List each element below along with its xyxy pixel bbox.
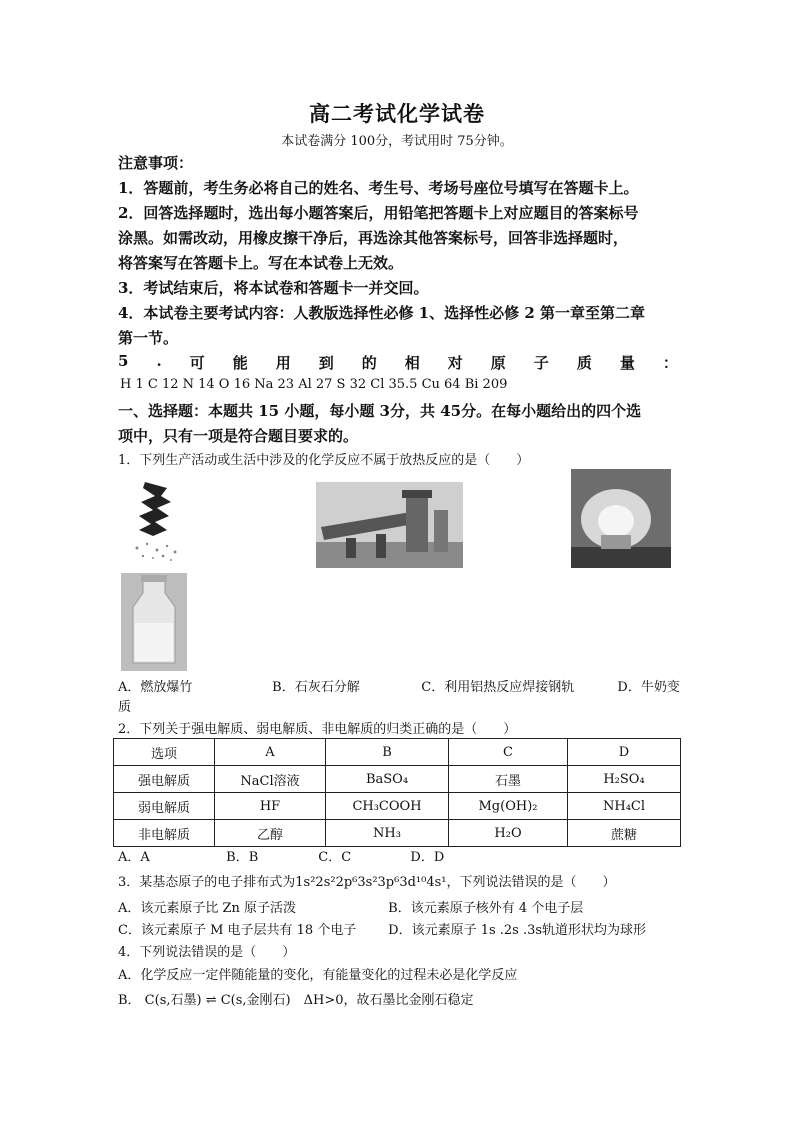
notice-item: 涂黑。如需改动，用橡皮擦干净后，再选涂其他答案标号，回答非选择题时， [118,229,629,247]
table-cell: HF [215,793,326,820]
q1-stem: 1．下列生产活动或生活中涉及的化学反应不属于放热反应的是（ ） [118,453,530,468]
notice-heading: 注意事项： [118,154,194,172]
q1-option-d-cont: 质 [118,700,132,715]
table-cell: 非电解质 [114,820,215,847]
milk-bottle-image [121,573,187,671]
q4-option-a[interactable]: A．化学反应一定伴随能量的变化，有能量变化的过程未必是化学反应 [118,968,518,983]
table-cell: 强电解质 [114,766,215,793]
table-header-cell: C [449,739,568,766]
item5-char: 5 [118,352,129,370]
item5-char: 量 [619,354,635,372]
q2-options [118,846,678,865]
notice-item: 将答案写在答题卡上。写在本试卷上无效。 [118,254,404,272]
notice-item: 第一节。 [118,329,179,347]
notice-item-5 [118,352,678,373]
q4-stem: 4．下列说法错误的是（ ） [118,945,296,960]
table-cell: H₂SO₄ [568,766,681,793]
notice-item: 3．考试结束后，将本试卷和答题卡一并交回。 [118,279,429,297]
q2-option-c[interactable]: C．C [318,850,352,865]
q3-option-c[interactable]: C．该元素原子 M 电子层共有 18 个电子 [118,923,357,938]
q3-option-b[interactable]: B．该元素原子核外有 4 个电子层 [388,901,584,916]
q2-option-b[interactable]: B．B [226,850,259,865]
notice-item: 2．回答选择题时，选出每小题答案后，用铅笔把答题卡上对应题目的答案标号 [118,204,639,222]
table-cell: NH₄Cl [568,793,681,820]
thermite-welding-image [571,469,671,568]
table-cell: 蔗糖 [568,820,681,847]
table-cell: 乙醇 [215,820,326,847]
exam-title: 高二考试化学试卷 [309,101,485,126]
table-row [114,793,681,820]
item5-char: 子 [533,354,549,372]
notice-item: 4．本试卷主要考试内容：人教版选择性必修 1、选择性必修 2 第一章至第二章 [118,304,645,322]
q1-option-b[interactable]: B．石灰石分解 [272,680,360,695]
table-cell: Mg(OH)₂ [449,793,568,820]
q1-option-a[interactable]: A．燃放爆竹 [118,680,193,695]
table-header-row [114,739,681,766]
q3-option-d[interactable]: D．该元素原子 1s .2s .3s轨道形状均为球形 [388,923,647,938]
exam-subtitle: 本试卷满分 100分，考试用时 75分钟。 [281,134,513,149]
table-header-cell: D [568,739,681,766]
table-cell: CH₃COOH [326,793,449,820]
q2-option-d[interactable]: D．D [410,850,445,865]
table-header-cell: B [326,739,449,766]
item5-char: . [156,352,162,370]
q2-option-a[interactable]: A．A [118,850,150,865]
notice-item: 1．答题前，考生务必将自己的姓名、考生号、考场号座位号填写在答题卡上。 [118,179,639,197]
table-cell: 弱电解质 [114,793,215,820]
item5-char: 相 [404,354,420,372]
q2-stem: 2．下列关于强电解质、弱电解质、非电解质的归类正确的是（ ） [118,722,517,737]
table-row [114,766,681,793]
q3-options-row1 [118,897,678,916]
item5-char: ： [662,354,678,372]
item5-char: 的 [361,354,377,372]
table-header-cell: 选项 [114,739,215,766]
electrolyte-table [113,738,681,847]
section-1-heading-cont: 项中，只有一项是符合题目要求的。 [118,427,359,445]
q3-option-a[interactable]: A．该元素原子比 Zn 原子活泼 [118,901,297,916]
q1-options [118,676,683,695]
table-cell: BaSO₄ [326,766,449,793]
item5-char: 到 [318,354,334,372]
item5-char: 对 [447,354,463,372]
table-header-cell: A [215,739,326,766]
firecracker-image [127,478,185,564]
atomic-masses: H 1 C 12 N 14 O 16 Na 23 Al 27 S 32 Cl 35.5 Cu 64 Bi 209 [120,377,508,392]
q1-option-c[interactable]: C．利用铝热反应焊接钢轨 [421,680,575,695]
item5-char: 可 [189,354,205,372]
table-cell: H₂O [449,820,568,847]
item5-char: 质 [576,354,592,372]
q3-stem: 3．某基态原子的电子排布式为1s²2s²2p⁶3s²3p⁶3d¹⁰4s¹，下列说法错误的是（ ） [118,875,616,890]
table-row [114,820,681,847]
item5-char: 能 [232,354,248,372]
section-1-heading: 一、选择题：本题共 15 小题，每小题 3分，共 45分。在每小题给出的四个选 [118,402,642,420]
q1-option-d[interactable]: D．牛奶变 [617,680,680,695]
table-cell: 石墨 [449,766,568,793]
q4-option-b[interactable]: B． C(s,石墨) ⇌ C(s,金刚石) ΔH>0，故石墨比金刚石稳定 [118,993,474,1008]
item5-char: 原 [490,354,506,372]
table-cell: NH₃ [326,820,449,847]
lime-kiln-image [316,482,463,568]
table-cell: NaCl溶液 [215,766,326,793]
item5-char: 用 [275,354,291,372]
q3-options-row2 [118,919,678,938]
